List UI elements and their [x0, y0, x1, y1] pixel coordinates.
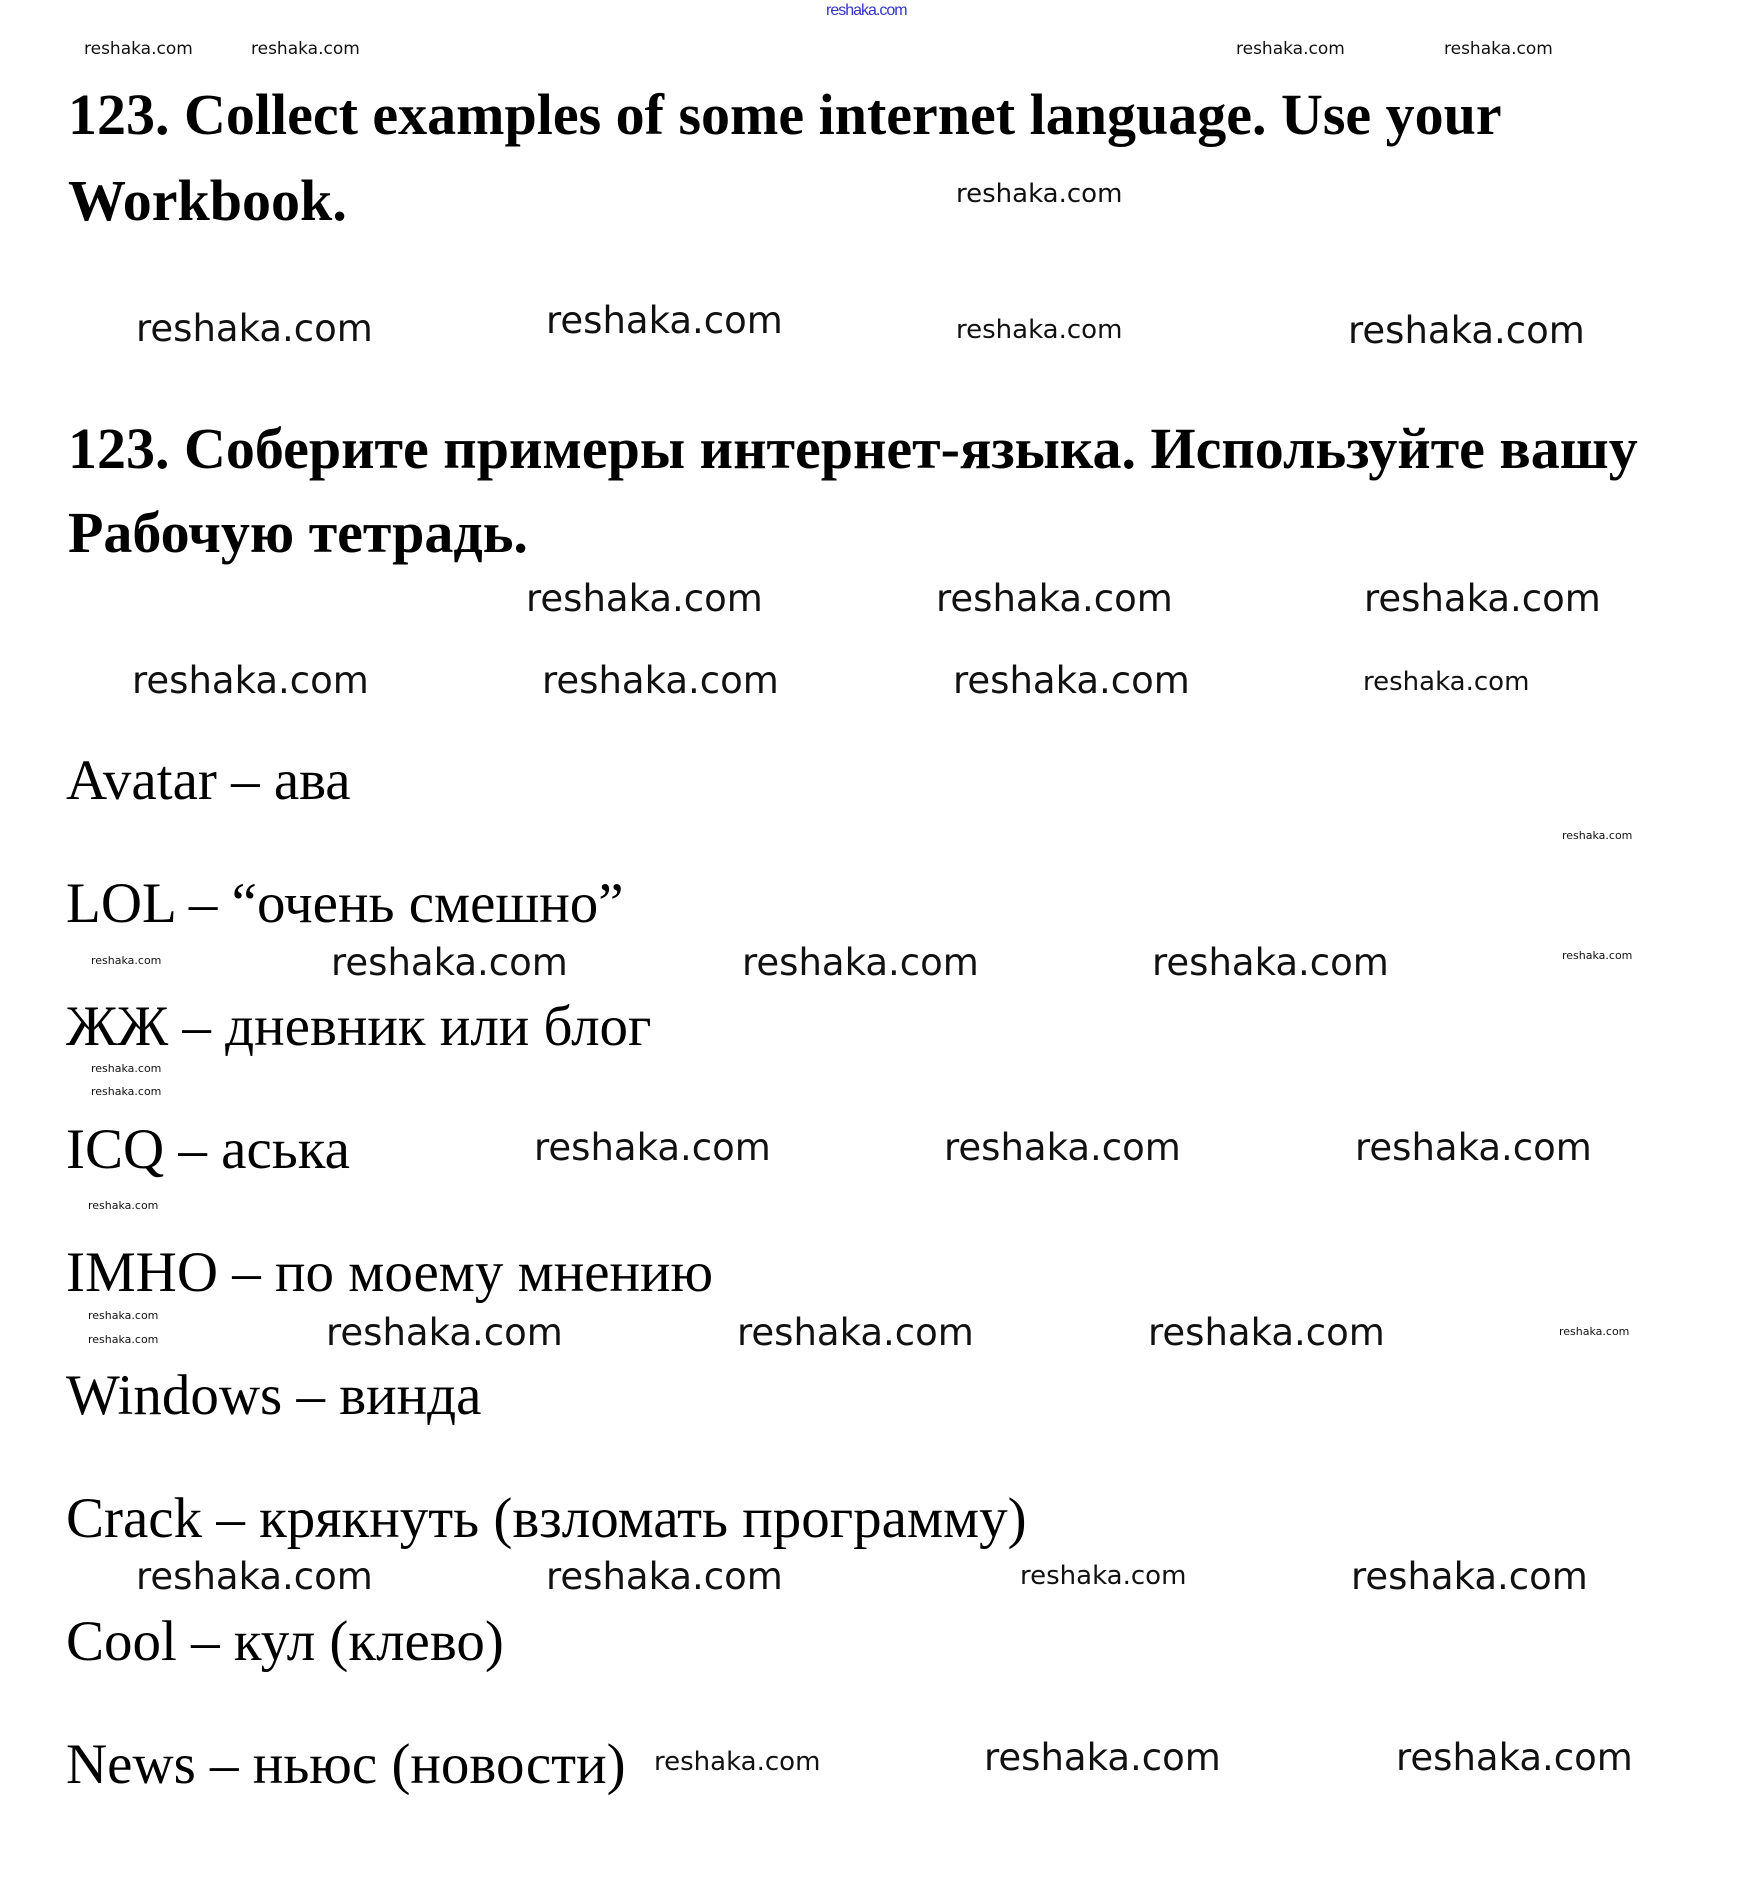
task-en-line2: Workbook.	[68, 168, 347, 233]
watermark: reshaka.com	[654, 1747, 821, 1777]
watermark: reshaka.com	[88, 1199, 159, 1212]
watermark: reshaka.com	[546, 299, 783, 342]
watermark: reshaka.com	[1562, 949, 1633, 962]
watermark: reshaka.com	[1351, 1555, 1588, 1598]
site-link[interactable]: reshaka.com	[826, 2, 907, 19]
task-ru-line1: 123. Соберите примеры интернет-языка. Используйте вашу	[68, 416, 1638, 481]
watermark: reshaka.com	[1396, 1736, 1633, 1779]
watermark: reshaka.com	[1152, 941, 1389, 984]
watermark: reshaka.com	[526, 577, 763, 620]
watermark: reshaka.com	[251, 39, 360, 59]
entry-icq: ICQ – аська	[66, 1118, 350, 1181]
watermark: reshaka.com	[1562, 829, 1633, 842]
watermark: reshaka.com	[1236, 39, 1345, 59]
watermark: reshaka.com	[953, 659, 1190, 702]
watermark: reshaka.com	[326, 1311, 563, 1354]
watermark: reshaka.com	[984, 1736, 1221, 1779]
watermark: reshaka.com	[542, 659, 779, 702]
entry-avatar: Avatar – ава	[66, 749, 351, 812]
entry-cool: Cool – кул (клево)	[66, 1610, 504, 1673]
task-en-line1: 123. Collect examples of some internet language. Use your	[68, 82, 1502, 147]
task-ru-line2: Рабочую тетрадь.	[68, 500, 528, 565]
watermark: reshaka.com	[737, 1311, 974, 1354]
watermark: reshaka.com	[1363, 667, 1530, 697]
watermark: reshaka.com	[956, 315, 1123, 345]
entry-news: News – ньюс (новости)	[66, 1733, 626, 1796]
watermark: reshaka.com	[91, 1085, 162, 1098]
entry-lol: LOL – “очень смешно”	[66, 872, 624, 935]
watermark: reshaka.com	[136, 307, 373, 350]
watermark: reshaka.com	[1148, 1311, 1385, 1354]
entry-windows: Windows – винда	[66, 1364, 482, 1427]
watermark: reshaka.com	[936, 577, 1173, 620]
watermark: reshaka.com	[1348, 309, 1585, 352]
watermark: reshaka.com	[534, 1126, 771, 1169]
watermark: reshaka.com	[132, 659, 369, 702]
watermark: reshaka.com	[84, 39, 193, 59]
watermark: reshaka.com	[136, 1555, 373, 1598]
watermark: reshaka.com	[88, 1333, 159, 1346]
watermark: reshaka.com	[1364, 577, 1601, 620]
watermark: reshaka.com	[944, 1126, 1181, 1169]
watermark: reshaka.com	[331, 941, 568, 984]
watermark: reshaka.com	[1355, 1126, 1592, 1169]
watermark: reshaka.com	[91, 954, 162, 967]
watermark: reshaka.com	[742, 941, 979, 984]
watermark: reshaka.com	[91, 1062, 162, 1075]
watermark: reshaka.com	[956, 179, 1123, 209]
watermark: reshaka.com	[1559, 1325, 1630, 1338]
watermark: reshaka.com	[1444, 39, 1553, 59]
entry-imho: IMHO – по моему мнению	[66, 1241, 714, 1304]
watermark: reshaka.com	[546, 1555, 783, 1598]
watermark: reshaka.com	[88, 1309, 159, 1322]
watermark: reshaka.com	[1020, 1561, 1187, 1591]
entry-zhzh: ЖЖ – дневник или блог	[66, 995, 652, 1058]
entry-crack: Crack – крякнуть (взломать программу)	[66, 1487, 1027, 1550]
